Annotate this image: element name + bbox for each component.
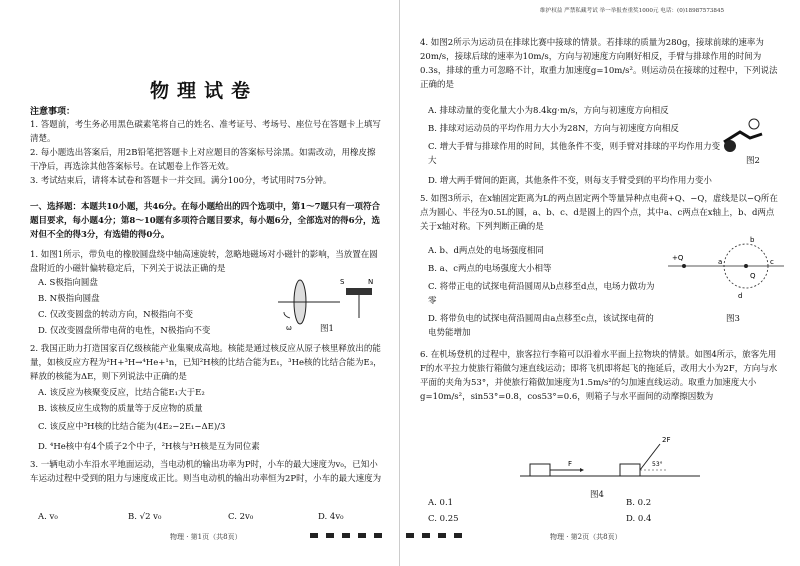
page-title: 物理试卷	[150, 80, 259, 102]
q5-stem: 5. 如图3所示，在x轴固定距离为L的两点固定两个等量异种点电荷+Q、−Q，虚线是以−Q所在点为圆心、半径为0.5L的圆，a、b、c、d是圆上的四个点，其中a、c两点在x轴上，b、d两点关于x轴对称。下列判断正确的是	[420, 194, 778, 232]
binding-mark	[310, 533, 318, 538]
q2-option-a: A. 该反应为核聚变反应，比结合能E₁大于E₂	[38, 388, 205, 398]
q5-option-c: C. 将带正电的试探电荷沿圆周从b点移至d点，电场力做功为零	[428, 282, 655, 306]
q1-option-d: D. 仅改变圆盘所带电荷的电性，N极指向不变	[38, 326, 211, 336]
notice-3: 3. 考试结束后，请将本试卷和答题卡一并交回。满分100分，考试用时75分钟。	[30, 176, 332, 186]
q2-option-c: C. 该反应中³H核的比结合能为(4E₂−2E₁−ΔE)/3	[38, 422, 226, 432]
q1-stem: 1. 如图1所示，带负电的橡胶圆盘绕中轴高速旋转，忽略地磁场对小磁针的影响，当放置在圆盘附近的小磁针偏转稳定后，下列关于说法正确的是	[30, 250, 378, 274]
notice-heading: 注意事项：	[30, 107, 76, 117]
figure-4-caption: 图4	[590, 490, 604, 500]
figure-2	[710, 112, 780, 156]
binding-mark	[358, 533, 366, 538]
q3-stem: 3. 一辆电动小车沿水平地面运动，当电动机的输出功率为P时，小车的最大速度为v₀，已知小车运动过程中受到的阻力与速度成正比。则当电动机的输出功率恒为2P时，小车的最大速度为	[30, 460, 382, 484]
header-note: 维护权益 严禁私藏考试 举一举报查重奖1000元 电话：(0)18987573845	[540, 8, 725, 14]
figure-1-n-label: N	[368, 278, 374, 286]
q1-option-c: C. 仅改变圆盘的转动方向，N极指向不变	[38, 310, 194, 320]
binding-mark	[374, 533, 382, 538]
q4-option-d: D. 增大两手臂间的距离，其他条件不变，则每支手臂受到的平均作用力变小	[428, 176, 712, 186]
binding-mark	[406, 533, 414, 538]
q6-option-b: B. 0.2	[626, 498, 652, 508]
binding-mark	[422, 533, 430, 538]
q5-option-d: D. 将带负电的试探电荷沿圆周由a点移至c点，该试探电荷的电势能增加	[428, 314, 654, 338]
figure-3-c: c	[770, 258, 774, 266]
q2-stem: 2. 我国正助力打造国家百亿级核能产业集聚成高地。核能是通过核反应从原子核里释放出的能量，如核反应方程为²H+³H→⁴He+¹n，已知²H核的比结合能为E₁，³He核的比结合能为E₃，释放的核能为ΔE，则下列说法中正确的是	[30, 344, 382, 382]
figure-3-plus-q: +Q	[672, 254, 684, 262]
figure-4-angle: 53°	[652, 461, 663, 468]
figure-2-caption: 图2	[746, 156, 760, 166]
section-1-instructions: 一、选择题：本题共10小题，共46分。在每小题给出的四个选项中，第1～7题只有一项符合题目要求，每小题4分；第8～10题有多项符合题目要求，每小题6分，全部选对的得6分，选对但不全的得3分，有选错的得0分。	[30, 202, 380, 240]
figure-1-omega: ω	[286, 324, 292, 332]
suitcase-box-2	[620, 464, 640, 476]
figure-3-caption: 图3	[726, 314, 740, 324]
compass-needle	[346, 288, 372, 295]
q3-option-c: C. 2v₀	[228, 512, 254, 522]
figure-1-caption: 图1	[320, 324, 334, 334]
binding-mark	[454, 533, 462, 538]
page-1-footer: 物理 · 第1页（共8页）	[170, 533, 242, 541]
player-head	[724, 140, 736, 152]
binding-mark	[342, 533, 350, 538]
notice-2: 2. 每小题选出答案后，用2B铅笔把答题卡上对应题目的答案标号涂黑。如需改动，用橡皮擦干净后，再选涂其他答案标号。在试题卷上作答无效。	[30, 148, 376, 172]
q5-option-a: A. b、d两点处的电场强度相同	[428, 246, 544, 256]
figure-4-2f: 2F	[662, 436, 671, 444]
q4-stem: 4. 如图2所示为运动员在排球比赛中接球的情景。若排球的质量为280g，接球前球的速率为20m/s，接球后球的速率为10m/s，方向与初速度方向刚好相反，手臂与排球作用的时间为0.3s，排球的重力可忽略不计，取重力加速度g=10m/s²。则运动员在接球的过程中，下列说法正确的是	[420, 38, 778, 90]
q1-option-b: B. N极指向圆盘	[38, 294, 100, 304]
figure-1-s-label: S	[340, 278, 345, 286]
q4-option-b: B. 排球对运动员的平均作用力大小为28N，方向与初速度方向相反	[428, 124, 679, 134]
volleyball-icon	[749, 119, 759, 129]
q6-option-a: A. 0.1	[428, 498, 454, 508]
figure-3-b: b	[750, 236, 755, 244]
binding-mark	[326, 533, 334, 538]
page-2-footer: 物理 · 第2页（共8页）	[550, 533, 622, 541]
figure-3-q: Q	[750, 272, 756, 280]
q4-option-c: C. 增大手臂与排球作用的时间，其他条件不变，则手臂对排球的平均作用力变大	[428, 142, 721, 166]
figure-3	[666, 236, 786, 310]
q4-option-a: A. 排球动量的变化量大小为8.4kg·m/s，方向与初速度方向相反	[428, 106, 669, 116]
binding-mark	[438, 533, 446, 538]
q6-option-d: D. 0.4	[626, 514, 652, 524]
suitcase-box-1	[530, 464, 550, 476]
figure-4-f: F	[568, 460, 573, 468]
q1-option-a: A. S极指向圆盘	[38, 278, 98, 288]
notice-1: 1. 答题前，考生务必用黑色碳素笔将自己的姓名、准考证号、考场号、座位号在答题卡上填写清楚。	[30, 120, 381, 144]
q3-option-d: D. 4v₀	[318, 512, 344, 522]
figure-3-a: a	[718, 258, 723, 266]
q5-option-b: B. a、c两点的电场强度大小相等	[428, 264, 552, 274]
figure-3-d: d	[738, 292, 743, 300]
q3-option-a: A. v₀	[38, 512, 58, 522]
q3-option-b: B. √2 v₀	[128, 512, 162, 522]
figure-4	[510, 430, 710, 486]
q6-stem: 6. 在机场登机的过程中，旅客拉行李箱可以沿着水平面上拉物块的情景。如图4所示，旅客先用F的水平拉力使旅行箱做匀速直线运动；即将飞机即将起飞的拖延后，改用大小为2F，方向与水平面的夹角为53°，并使旅行箱做加速度为1.5m/s²的匀加速直线运动。取重力加速度大小g=10m/s²，sin53°=0.8，cos53°=0.6，则箱子与水平面间的动摩擦因数为	[420, 350, 778, 402]
page-2	[400, 0, 800, 566]
q6-option-c: C. 0.25	[428, 514, 459, 524]
q2-option-d: D. ⁴He核中有4个质子2个中子，²H核与³H核是互为同位素	[38, 442, 260, 452]
q2-option-b: B. 该核反应生成物的质量等于反应物的质量	[38, 404, 203, 414]
